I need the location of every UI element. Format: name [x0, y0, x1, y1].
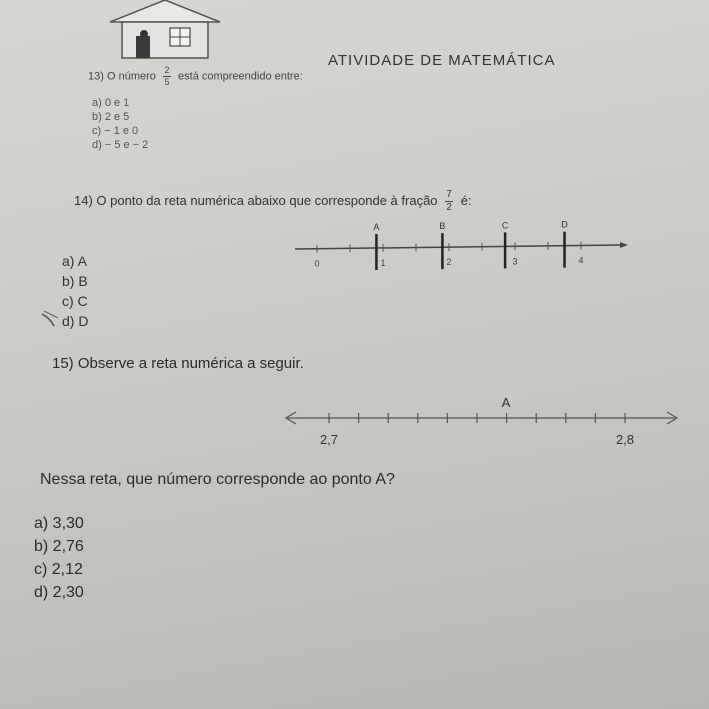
q13-lead: O número	[106, 70, 156, 83]
q15-left-value: 2,7	[319, 432, 339, 447]
q15-option-a[interactable]: a) 3,30	[34, 515, 84, 532]
q13-tail: está compreendido entre:	[178, 70, 303, 83]
q14-option-d[interactable]: d) D	[62, 313, 89, 329]
handwritten-check-mark-icon	[40, 308, 66, 328]
q14-axis-line	[295, 245, 620, 249]
q13-option-d[interactable]: d) − 5 e − 2	[92, 139, 149, 151]
q14-tail: é:	[460, 192, 472, 208]
q14-point-label-B: B	[439, 221, 446, 232]
q15-option-d[interactable]: d) 2,30	[34, 584, 84, 601]
q13-statement	[88, 66, 303, 87]
q13-option-a[interactable]: a) 0 e 1	[92, 97, 130, 109]
q14-option-b[interactable]: b) B	[62, 273, 88, 289]
q14-tick-label-4: 4	[578, 255, 584, 266]
q14-number: 14)	[74, 192, 93, 208]
q13-option-c[interactable]: c) − 1 e 0	[92, 125, 139, 137]
q15-option-c[interactable]: c) 2,12	[34, 561, 83, 578]
q15-right-value: 2,8	[615, 432, 635, 447]
q15-prompt: 15) Observe a reta numérica a seguir.	[52, 355, 304, 372]
q14-point-label-D: D	[561, 219, 568, 230]
q14-tick-label-3: 3	[512, 256, 518, 267]
q14-point-label-A: A	[373, 221, 380, 232]
q15-option-b[interactable]: b) 2,76	[34, 538, 84, 555]
q14-tick-label-0: 0	[314, 258, 320, 269]
q14-number-line	[290, 212, 630, 282]
q14-option-c[interactable]: c) C	[62, 293, 88, 309]
q15-question: Nessa reta, que número corresponde ao ponto A?	[40, 471, 395, 488]
q14-lead: O ponto da reta numérica abaixo que corresponde à fração	[96, 192, 438, 208]
q14-tick-label-1: 1	[380, 257, 386, 268]
q13-options	[92, 96, 148, 152]
q15-point-label: A	[501, 395, 511, 410]
q13-option-b[interactable]: b) 2 e 5	[92, 111, 130, 123]
house-logo-icon	[100, 0, 230, 60]
q13-fraction: $\frac{2}{5}$	[164, 65, 170, 87]
q15-options	[34, 512, 84, 604]
q13-number: 13)	[88, 70, 104, 83]
q15-number-line	[280, 392, 685, 452]
q14-point-label-C: C	[501, 220, 509, 231]
q14-tick-label-2: 2	[446, 257, 452, 268]
q14-option-a[interactable]: a) A	[62, 253, 87, 269]
q14-statement	[74, 190, 472, 213]
page-title: ATIVIDADE DE MATEMÁTICA	[328, 52, 556, 69]
q14-fraction: $\frac{7}{2}$	[446, 189, 452, 213]
